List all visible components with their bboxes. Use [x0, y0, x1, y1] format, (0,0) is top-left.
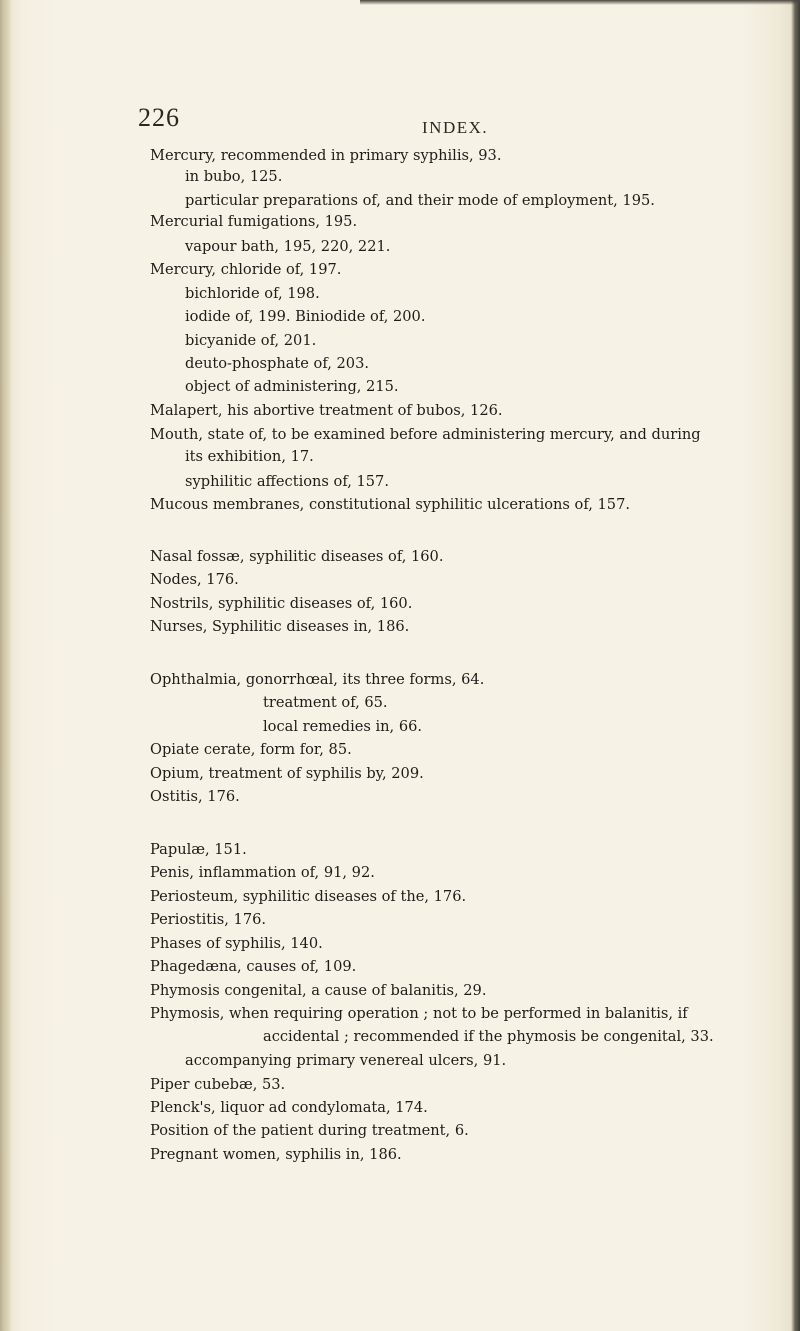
page-number: 226 — [138, 103, 180, 132]
index-subentry: in bubo, 125. — [185, 168, 283, 185]
index-entry: Phases of syphilis, 140. — [150, 935, 323, 952]
index-subentry: syphilitic affections of, 157. — [185, 473, 389, 490]
running-head: INDEX. — [422, 118, 489, 137]
index-continuation: accidental ; recommended if the phymosis be congenital, 33. — [263, 1028, 714, 1045]
page-edge-shadow — [791, 0, 800, 1331]
index-entry: Nasal fossæ, syphilitic diseases of, 160. — [150, 548, 444, 565]
index-entry: Piper cubebæ, 53. — [150, 1076, 286, 1093]
index-entry: Periostitis, 176. — [150, 911, 267, 928]
index-subentry: particular preparations of, and their mode of employment, 195. — [185, 192, 655, 209]
index-entry: Phagedæna, causes of, 109. — [150, 958, 357, 975]
index-entry: Nurses, Syphilitic diseases in, 186. — [150, 618, 410, 635]
index-subentry: accompanying primary venereal ulcers, 91. — [185, 1052, 507, 1069]
index-entry: Mercury, chloride of, 197. — [150, 261, 342, 278]
index-entry: Papulæ, 151. — [150, 841, 247, 858]
index-entry: Position of the patient during treatment, 6. — [150, 1122, 469, 1139]
index-entry: Mercury, recommended in primary syphilis, 93. — [150, 147, 502, 164]
index-entry: Ophthalmia, gonorrhœal, its three forms, 64. — [150, 671, 485, 688]
index-entry: Phymosis congenital, a cause of balanitis, 29. — [150, 982, 487, 999]
index-subentry: its exhibition, 17. — [185, 448, 314, 465]
index-entry: Mouth, state of, to be examined before administering mercury, and during — [150, 426, 701, 443]
index-entry: Periosteum, syphilitic diseases of the, 176. — [150, 888, 467, 905]
index-subentry: deuto-phosphate of, 203. — [185, 355, 369, 372]
index-entry: Malapert, his abortive treatment of bubos, 126. — [150, 402, 503, 419]
index-subentry: iodide of, 199. Biniodide of, 200. — [185, 308, 426, 325]
index-entry: Mucous membranes, constitutional syphilitic ulcerations of, 157. — [150, 496, 630, 513]
index-subentry: object of administering, 215. — [185, 378, 399, 395]
index-entry: Opium, treatment of syphilis by, 209. — [150, 765, 424, 782]
index-subentry: treatment of, 65. — [263, 694, 388, 711]
index-entry: Plenck's, liquor ad condylomata, 174. — [150, 1099, 428, 1116]
index-entry: Nodes, 176. — [150, 571, 239, 588]
index-entry: Pregnant women, syphilis in, 186. — [150, 1146, 402, 1163]
index-subentry: bicyanide of, 201. — [185, 332, 317, 349]
index-subentry: bichloride of, 198. — [185, 285, 320, 302]
index-entry: Ostitis, 176. — [150, 788, 240, 805]
index-entry: Mercurial fumigations, 195. — [150, 213, 358, 230]
index-subentry: vapour bath, 195, 220, 221. — [185, 238, 391, 255]
index-entry: Phymosis, when requiring operation ; not to be performed in balanitis, if — [150, 1005, 688, 1022]
index-entry: Penis, inflammation of, 91, 92. — [150, 864, 375, 881]
index-entry: Nostrils, syphilitic diseases of, 160. — [150, 595, 413, 612]
index-subentry: local remedies in, 66. — [263, 718, 423, 735]
index-entry: Opiate cerate, form for, 85. — [150, 741, 352, 758]
page-binding-shadow — [0, 0, 12, 1331]
page-top-shadow — [360, 0, 800, 5]
